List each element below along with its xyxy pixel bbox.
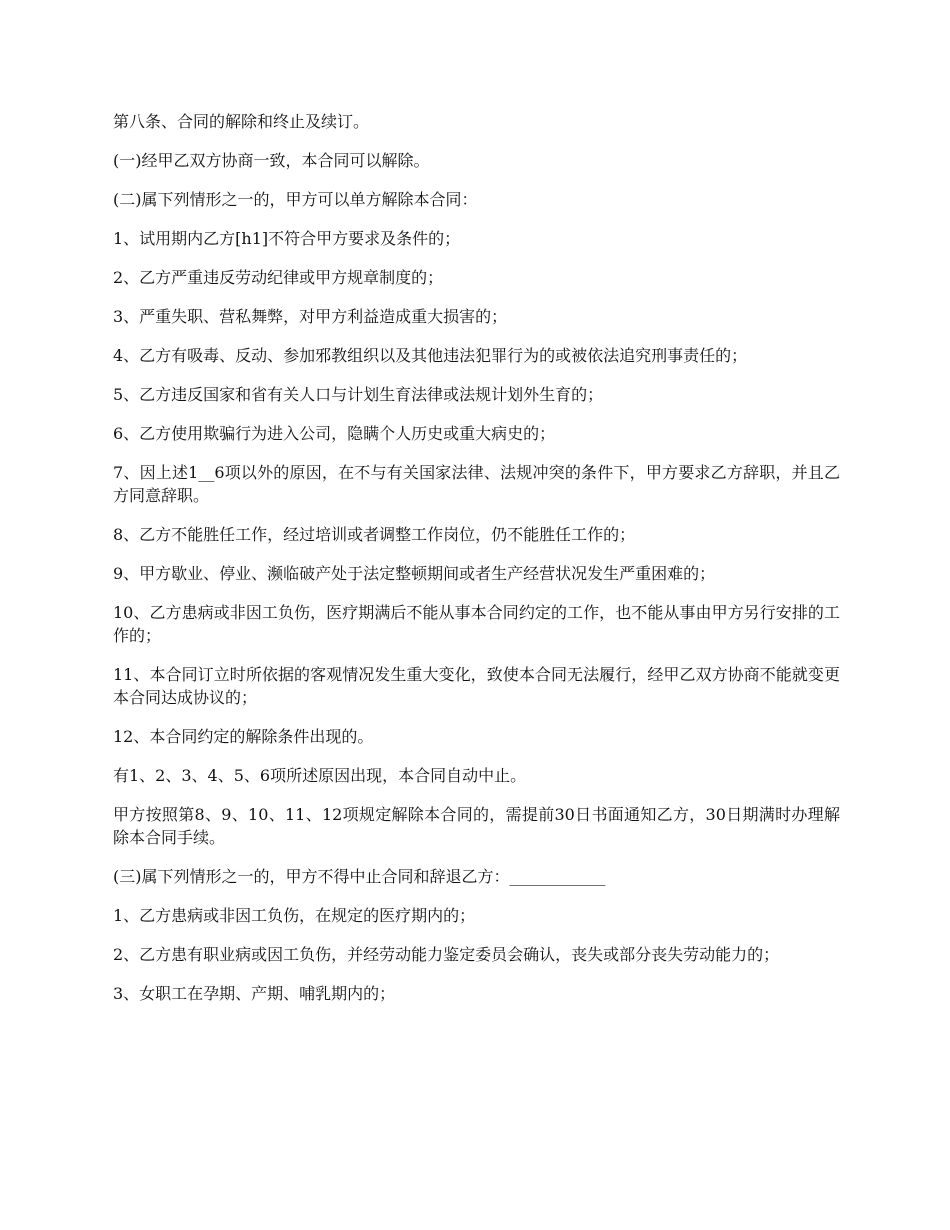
clause-paragraph: 甲方按照第8、9、10、11、12项规定解除本合同的，需提前30日书面通知乙方，30日期满时办理解除本合同手续。 <box>113 805 840 847</box>
clause-paragraph: (一)经甲乙双方协商一致，本合同可以解除。 <box>113 151 430 170</box>
list-item: 1、乙方患病或非因工负伤，在规定的医疗期内的； <box>113 906 476 925</box>
list-item: 11、本合同订立时所依据的客观情况发生重大变化，致使本合同无法履行，经甲乙双方协商不能就变更本合同达成协议的； <box>113 665 840 707</box>
list-item: 5、乙方违反国家和省有关人口与计划生育法律或法规计划外生育的； <box>113 385 604 404</box>
list-item: 2、乙方严重违反劳动纪律或甲方规章制度的； <box>113 268 444 287</box>
list-item: 3、严重失职、营私舞弊，对甲方利益造成重大损害的； <box>113 307 508 326</box>
clause-paragraph: 有1、2、3、4、5、6项所述原因出现，本合同自动中止。 <box>113 766 527 785</box>
list-item: 6、乙方使用欺骗行为进入公司，隐瞒个人历史或重大病史的； <box>113 424 556 443</box>
list-item: 1、试用期内乙方[h1]不符合甲方要求及条件的； <box>113 229 461 248</box>
clause-paragraph: (二)属下列情形之一的，甲方可以单方解除本合同： <box>113 190 478 209</box>
list-item: 7、因上述1__6项以外的原因，在不与有关国家法律、法规冲突的条件下，甲方要求乙方辞职，并且乙方同意辞职。 <box>113 463 840 505</box>
article-heading: 第八条、合同的解除和终止及续订。 <box>113 112 370 131</box>
list-item: 9、甲方歇业、停业、濒临破产处于法定整顿期间或者生产经营状况发生严重困难的； <box>113 564 716 583</box>
list-item: 10、乙方患病或非因工负伤，医疗期满后不能从事本合同约定的工作，也不能从事由甲方另行安排的工作的； <box>113 603 840 645</box>
list-item: 3、女职工在孕期、产期、哺乳期内的； <box>113 984 396 1003</box>
clause-paragraph: (三)属下列情形之一的，甲方不得中止合同和辞退乙方：____________ <box>113 867 606 886</box>
list-item: 12、本合同约定的解除条件出现的。 <box>113 727 374 746</box>
document-body <box>113 110 840 1021</box>
list-item: 4、乙方有吸毒、反动、参加邪教组织以及其他违法犯罪行为的或被依法追究刑事责任的； <box>113 346 748 365</box>
list-item: 8、乙方不能胜任工作，经过培训或者调整工作岗位，仍不能胜任工作的； <box>113 525 636 544</box>
list-item: 2、乙方患有职业病或因工负伤，并经劳动能力鉴定委员会确认，丧失或部分丧失劳动能力的； <box>113 945 780 964</box>
